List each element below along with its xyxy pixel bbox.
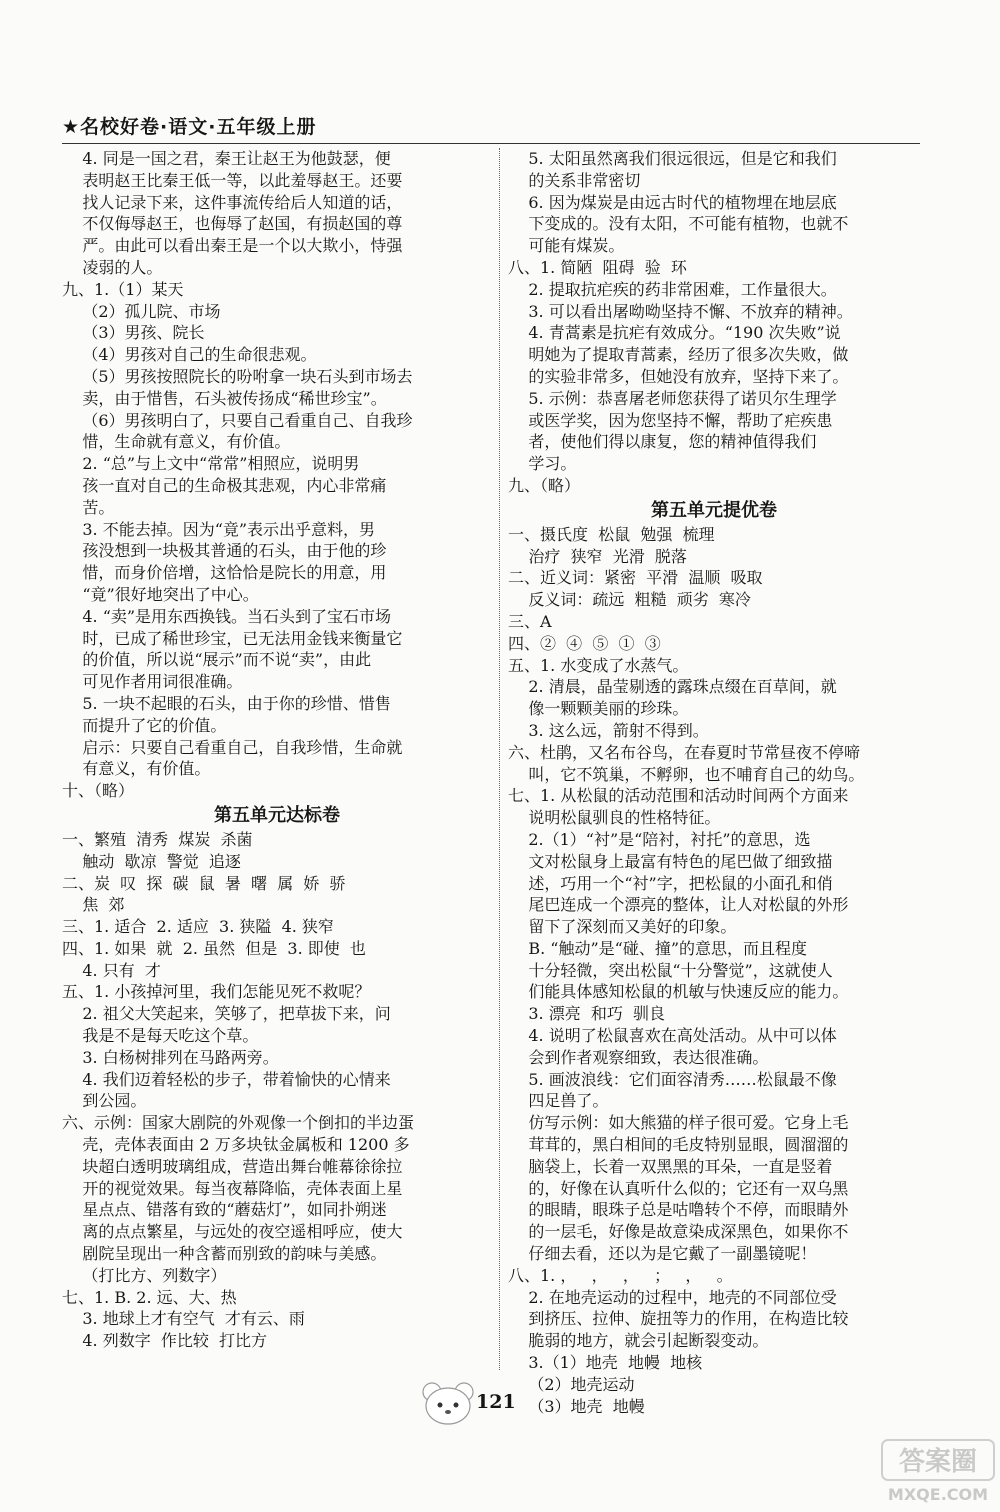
answer-line: 时，已成了稀世珍宝，已无法用金钱来衡量它 [62, 628, 403, 648]
answer-line: 到公园。 [62, 1091, 147, 1111]
answer-line: 开的视觉效果。每当夜幕降临，壳体表面上星 [62, 1178, 403, 1198]
answer-line: 3.（1）地壳 地幔 地核 [508, 1353, 703, 1373]
answer-line: 八、1. 简陋 阻碍 验 环 [508, 257, 687, 277]
answer-line: 十分轻微，突出松鼠“十分警觉”，这就使人 [508, 960, 833, 980]
svg-text:MXQE.COM: MXQE.COM [887, 1485, 989, 1504]
answer-line: 3. 漂亮 和巧 驯良 [508, 1004, 666, 1024]
answer-line: 有意义，有价值。 [62, 759, 211, 779]
answer-line: 触动 歇凉 警觉 追逐 [62, 851, 241, 871]
answer-line: 的价值，所以说“展示”而不说“卖”，由此 [62, 650, 372, 670]
answer-line: 者，使他们得以康复，您的精神值得我们 [508, 432, 817, 452]
answer-line: 脑袋上，长着一双黑黑的耳朵，一直是竖着 [508, 1156, 833, 1176]
answer-line: 二、近义词：紧密 平滑 温顺 吸取 [508, 568, 763, 588]
answer-line: 的眼睛，眼珠子总是咕噜转个不停，而眼睛外 [508, 1200, 849, 1220]
answer-line: 九、1.（1）某天 [62, 279, 184, 299]
answer-line: 找人记录下来，这件事流传给后人知道的话， [62, 192, 403, 212]
answer-line: 或医学奖，因为您坚持不懈，帮助了疟疾患 [508, 410, 833, 430]
answer-line: 九、（略） [508, 475, 581, 495]
answer-line: 叫，它不筑巢，不孵卵，也不哺育自己的幼鸟。 [508, 764, 865, 784]
answer-line: 四、② ④ ⑤ ① ③ [508, 633, 661, 653]
answer-line: （2）地壳运动 [508, 1374, 635, 1394]
answer-line: 们能具体感知松鼠的机敏与快速反应的能力。 [508, 982, 849, 1002]
answer-line: 惜，而身价倍增，这恰恰是院长的用意，用 [62, 563, 387, 583]
answer-line: 4. 列数字 作比较 打比方 [62, 1331, 268, 1351]
answer-line: 会到作者观察细致，表达很准确。 [508, 1047, 769, 1067]
answer-line: 孩一直对自己的生命极其悲观，内心非常痛 [62, 475, 387, 495]
answer-line: 块超白透明玻璃组成，营造出舞台帷幕徐徐拉 [62, 1156, 403, 1176]
answer-line: 七、1. 从松鼠的活动范围和活动时间两个方面来 [508, 786, 849, 806]
answer-line: 留下了深刻而又美好的印象。 [508, 917, 737, 937]
answer-line: 反义词：疏远 粗糙 顽劣 寒冷 [508, 590, 751, 610]
answer-line: 3. 不能去掉。因为“竟”表示出乎意料，男 [62, 519, 376, 539]
answer-line: 苦。 [62, 497, 115, 517]
answer-line: （打比方、列数字） [62, 1265, 227, 1285]
answer-line: “竟”很好地突出了中心。 [62, 584, 259, 604]
answer-line: 三、A [508, 611, 552, 631]
answer-line: 述，巧用一个“衬”字，把松鼠的小面孔和俏 [508, 873, 833, 893]
answer-line: 六、示例：国家大剧院的外观像一个倒扣的半边蛋 [62, 1113, 415, 1133]
answer-line: 4. “卖”是用东西换钱。当石头到了宝石市场 [62, 606, 392, 626]
answer-line: 5. 一块不起眼的石头，由于你的珍惜、惜售 [62, 693, 391, 713]
answer-line: 到挤压、拉伸、旋扭等力的作用，在构造比较 [508, 1309, 849, 1329]
answer-line: 2. 提取抗疟疾的药非常困难，工作量很大。 [508, 279, 837, 299]
answer-line: 4. 说明了松鼠喜欢在高处活动。从中可以体 [508, 1026, 837, 1046]
answer-line: 2. “总”与上文中“常常”相照应，说明男 [62, 454, 360, 474]
answer-line: 的实验非常多，但她没有放弃，坚持下来了。 [508, 366, 849, 386]
column-divider [499, 148, 500, 1370]
answer-line: 2. 祖父大笑起来，笑够了，把草拔下来，问 [62, 1004, 391, 1024]
answer-line: 3. 这么远，箭射不得到。 [508, 720, 709, 740]
answer-line: 仿写示例：如大熊猫的样子很可爱。它身上毛 [508, 1113, 849, 1133]
answer-line: 4. 同是一国之君，秦王让赵王为他鼓瑟，便 [62, 149, 391, 168]
answer-line: 严。由此可以看出秦王是一个以大欺小，恃强 [62, 236, 403, 256]
answer-line: 5. 示例：恭喜屠老师您获得了诺贝尔生理学 [508, 388, 837, 408]
answer-line: 学习。 [508, 454, 577, 474]
answer-line: 凌弱的人。 [62, 257, 163, 277]
answer-line: 三、1. 适合 2. 适应 3. 狭隘 4. 狭窄 [62, 917, 334, 937]
answer-line: 说明松鼠驯良的性格特征。 [508, 808, 721, 828]
answer-line: 的关系非常密切 [508, 170, 641, 190]
section-title: 第五单元达标卷 [214, 804, 340, 826]
answer-line: 5. 画波浪线：它们面容清秀……松鼠最不像 [508, 1069, 837, 1089]
answer-line: 五、1. 水变成了水蒸气。 [508, 655, 689, 675]
answer-line: 下变成的。没有太阳，不可能有植物，也就不 [508, 214, 849, 234]
answer-line: 2. 在地壳运动的过程中，地壳的不同部位受 [508, 1287, 837, 1307]
header-rule [62, 143, 920, 144]
answer-line: 六、杜鹃，又名布谷鸟，在春夏时节常昼夜不停啼 [508, 742, 861, 762]
page-header: ★名校好卷·语文·五年级上册 [62, 116, 317, 138]
answer-line: B. “触动”是“碰、撞”的意思，而且程度 [508, 938, 807, 958]
answer-line: 星点点、错落有致的“蘑菇灯”，如同扑朔迷 [62, 1200, 387, 1220]
answer-line: 尾巴连成一个漂亮的整体，让人对松鼠的外形 [508, 895, 849, 915]
answer-line: 五、1. 小孩掉河里，我们怎能见死不救呢？ [62, 982, 371, 1002]
answer-line: 剧院呈现出一种含蓄而别致的韵味与美感。 [62, 1244, 387, 1264]
answer-line: 我是不是每天吃这个草。 [62, 1026, 259, 1046]
answer-line: 3. 白杨树排列在马路两旁。 [62, 1047, 279, 1067]
answer-line: 焦 郊 [62, 895, 125, 915]
answer-line: 启示：只要自己看重自己，自我珍惜，生命就 [62, 737, 403, 757]
answer-line: 茸茸的，黑白相间的毛皮特别显眼，圆溜溜的 [508, 1135, 849, 1155]
answer-line: 4. 青蒿素是抗疟有效成分。“190 次失败”说 [508, 323, 841, 343]
answer-line: （3）男孩、院长 [62, 323, 205, 343]
answer-line: （6）男孩明白了，只要自己看重自己、自我珍 [62, 410, 413, 430]
watermark-logo [880, 1438, 998, 1512]
answer-line: 2. 清晨，晶莹剔透的露珠点缀在百草间，就 [508, 677, 837, 697]
answer-line: 6. 因为煤炭是由远古时代的植物埋在地层底 [508, 192, 837, 212]
svg-text:答案圈: 答案圈 [898, 1447, 978, 1477]
right-answer-column [508, 148, 920, 1417]
answer-line: 的，好像在认真听什么似的；它还有一双乌黑 [508, 1178, 849, 1198]
answer-line: 表明赵王比秦王低一等，以此羞辱赵王。还要 [62, 170, 403, 190]
answer-line: 四、1. 如果 就 2. 虽然 但是 3. 即使 也 [62, 938, 366, 958]
section-title: 第五单元提优卷 [651, 499, 777, 521]
answer-line: 治疗 狭窄 光滑 脱落 [508, 546, 687, 566]
answer-line: 惜，生命就有意义，有价值。 [62, 432, 291, 452]
answer-line: 二、炭 叹 探 碳 鼠 暑 曙 属 娇 骄 [62, 873, 346, 893]
answer-line: 5. 太阳虽然离我们很远很远，但是它和我们 [508, 149, 837, 168]
answer-line: 3. 可以看出屠呦呦坚持不懈、不放弃的精神。 [508, 301, 853, 321]
answer-line: 四足兽了。 [508, 1091, 609, 1111]
answer-line: 八、1. ， ， ， ； ， 。 [508, 1265, 733, 1285]
answer-line: 可能有煤炭。 [508, 236, 625, 256]
answer-line: 可见作者用词很准确。 [62, 672, 243, 692]
answer-line: 一、繁殖 清秀 煤炭 杀菌 [62, 829, 253, 849]
answer-line: 4. 我们迈着轻松的步子，带着愉快的心情来 [62, 1069, 391, 1089]
answer-line: 壳，壳体表面由 2 万多块钛金属板和 1200 多 [62, 1135, 410, 1155]
answer-line: 不仅侮辱赵王，也侮辱了赵国，有损赵国的尊 [62, 214, 403, 234]
answer-line: 离的点点繁星，与远处的夜空遥相呼应，使大 [62, 1222, 403, 1242]
answer-line: （2）孤儿院、市场 [62, 301, 221, 321]
answer-line: 脆弱的地方，就会引起断裂变动。 [508, 1331, 769, 1351]
bear-mascot-icon [418, 1380, 478, 1430]
answer-line: 像一颗颗美丽的珍珠。 [508, 699, 689, 719]
answer-line: （5）男孩按照院长的吩咐拿一块石头到市场去 [62, 366, 413, 386]
answer-line: 3. 地球上才有空气 才有云、雨 [62, 1309, 305, 1329]
answer-line: 七、1. B. 2. 远、大、热 [62, 1287, 237, 1307]
page-number: 121 [476, 1391, 516, 1413]
answer-line: 孩没想到一块极其普通的石头，由于他的珍 [62, 541, 387, 561]
answer-line: 十、（略） [62, 781, 135, 801]
answer-line: 卖，由于惜售，石头被传扬成“稀世珍宝”。 [62, 388, 387, 408]
answer-line: 2.（1）“衬”是“陪衬，衬托”的意思，选 [508, 829, 811, 849]
answer-line: 仔细去看，还以为是它戴了一副墨镜呢！ [508, 1244, 817, 1264]
answer-line: 而提升了它的价值。 [62, 715, 227, 735]
answer-line: （3）地壳 地幔 [508, 1396, 645, 1416]
left-answer-column [62, 148, 492, 1352]
answer-line: 明她为了提取青蒿素，经历了很多次失败，做 [508, 345, 849, 365]
answer-line: 文对松鼠身上最富有特色的尾巴做了细致描 [508, 851, 833, 871]
answer-line: 的一层毛，好像是故意染成深黑色，如果你不 [508, 1222, 849, 1242]
answer-line: 一、摄氏度 松鼠 勉强 梳理 [508, 524, 715, 544]
answer-line: 4. 只有 才 [62, 960, 161, 980]
answer-line: （4）男孩对自己的生命很悲观。 [62, 345, 317, 365]
